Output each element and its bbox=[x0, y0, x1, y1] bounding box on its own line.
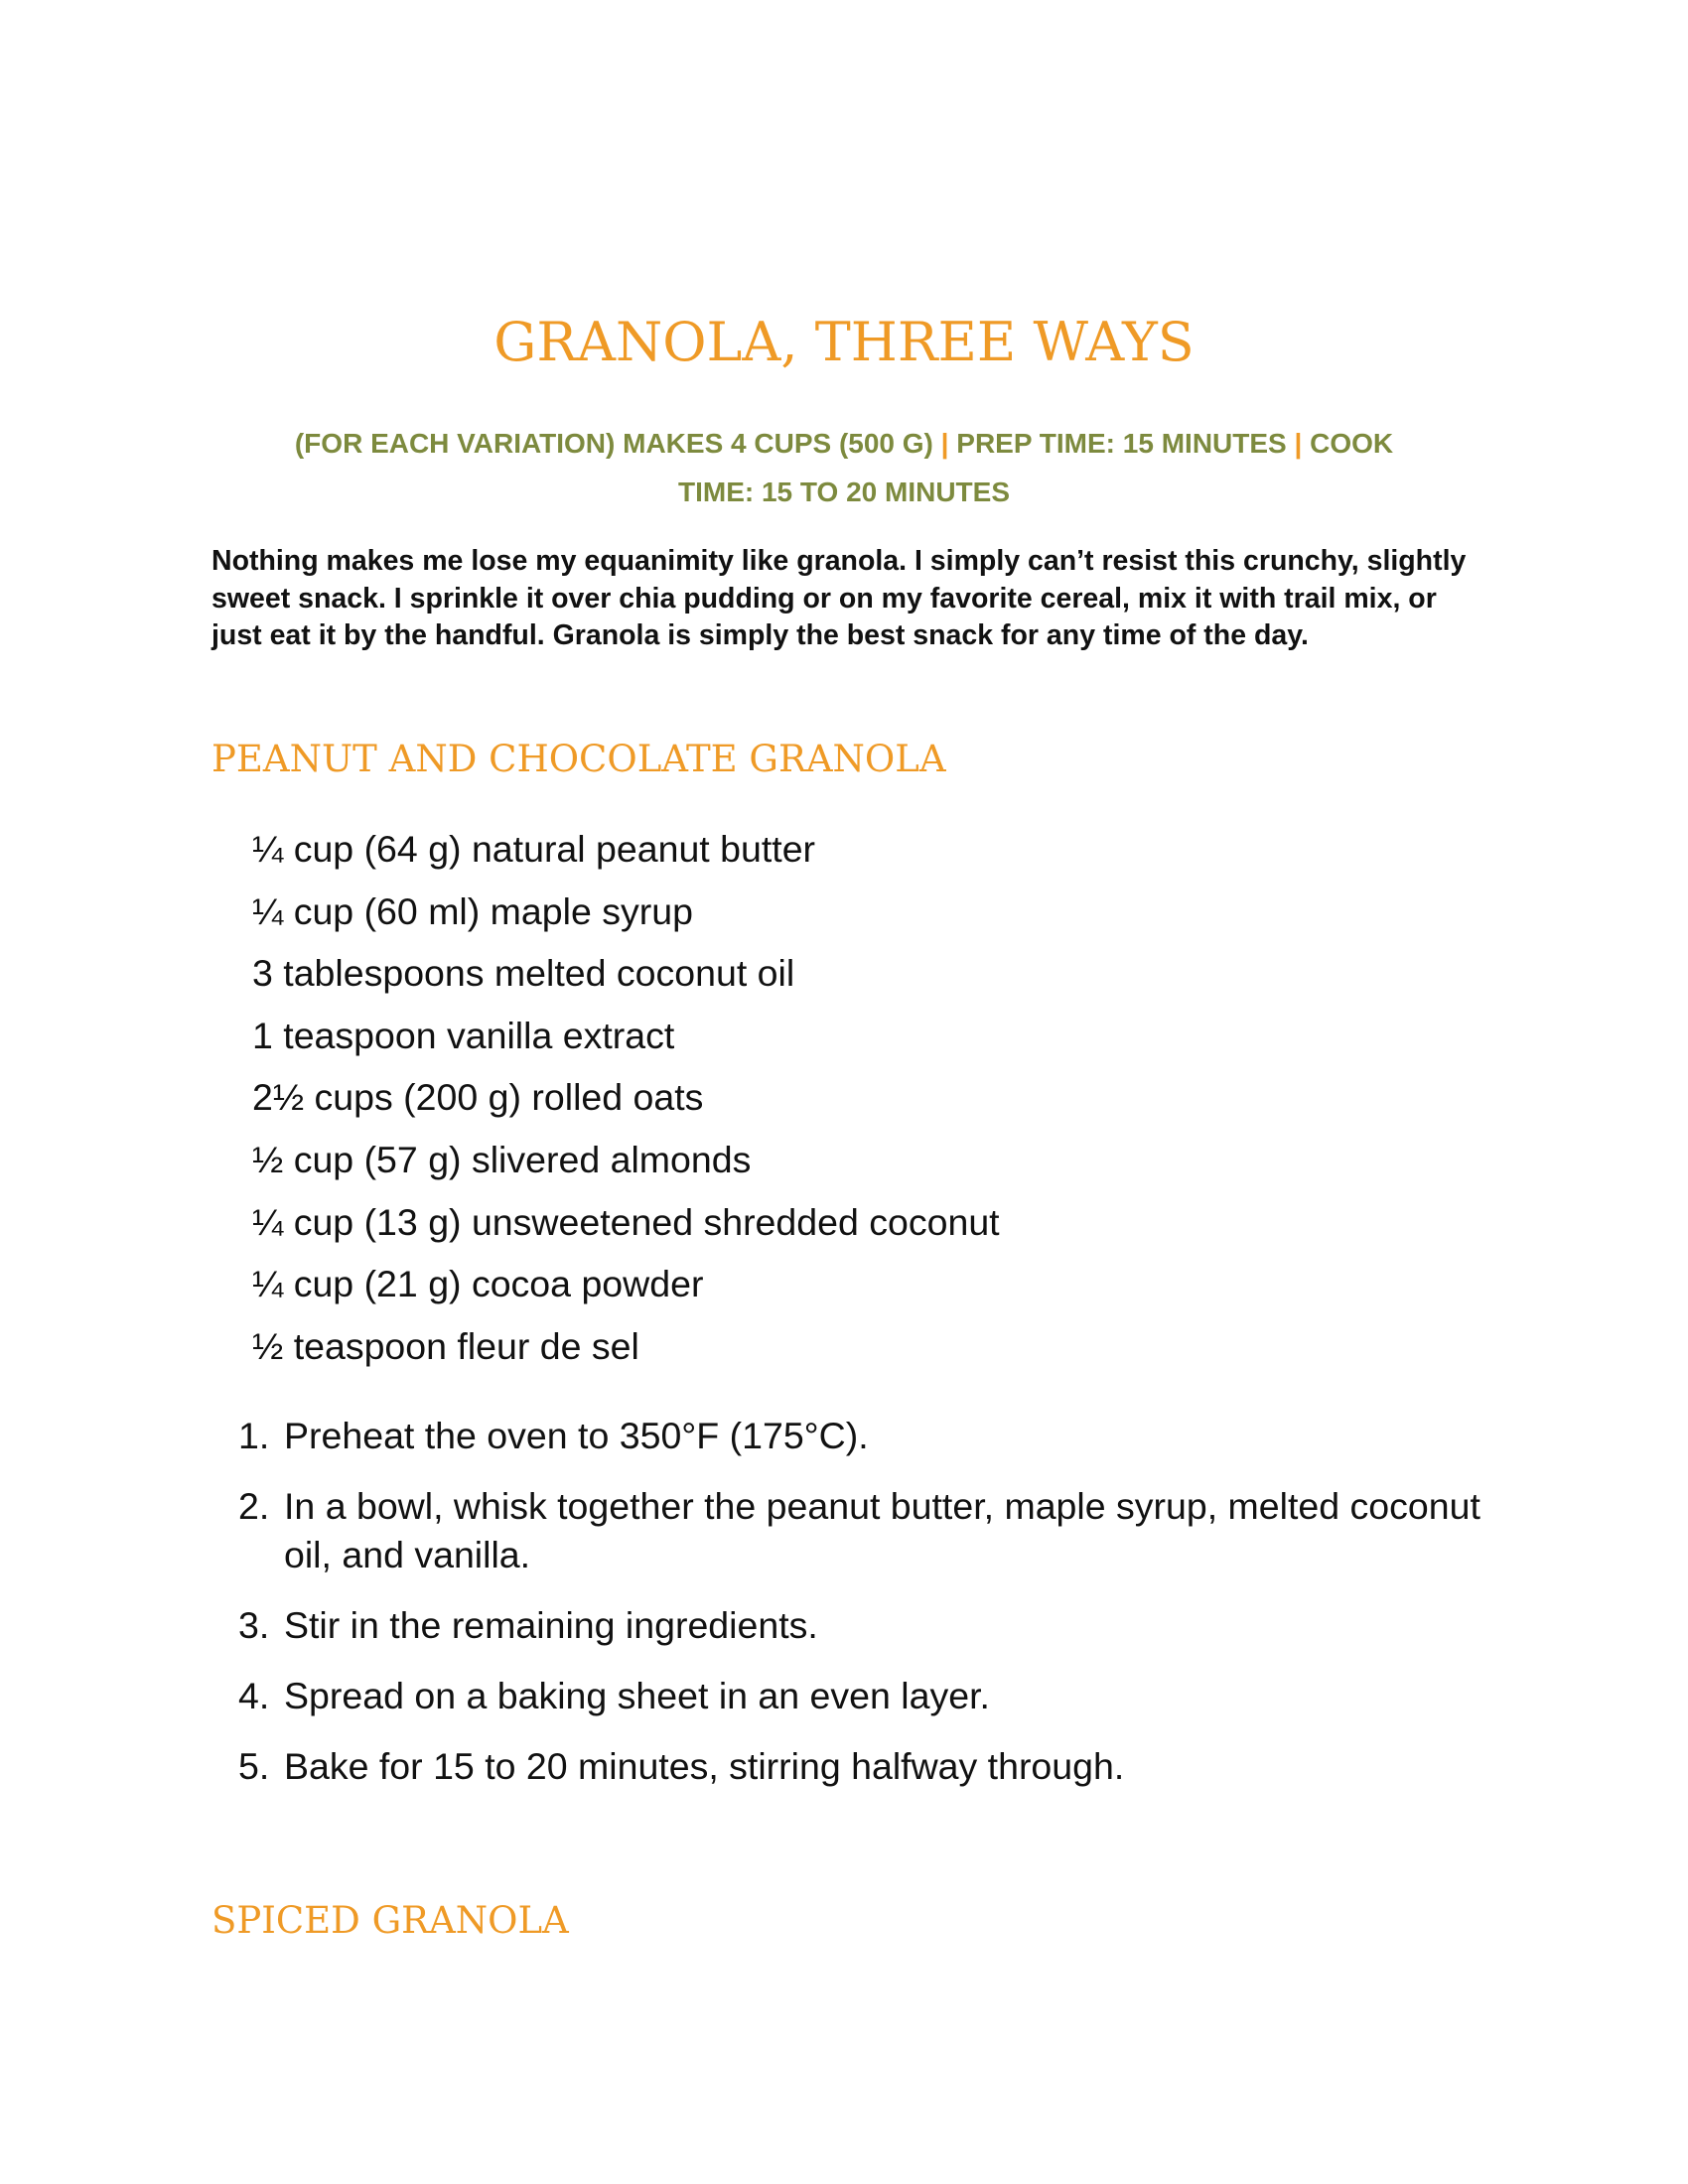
step-number: 2. bbox=[238, 1485, 270, 1527]
recipe-meta bbox=[213, 419, 1475, 516]
instruction-step bbox=[238, 1412, 1499, 1460]
ingredient-list bbox=[252, 824, 1000, 1383]
ingredient-item: 2½ cups (200 g) rolled oats bbox=[252, 1076, 704, 1119]
yield-text: (FOR EACH VARIATION) MAKES 4 CUPS (500 G) bbox=[294, 428, 933, 459]
cook-time-text: TIME: 15 TO 20 MINUTES bbox=[678, 477, 1010, 507]
ingredient-item: ¼ cup (21 g) cocoa powder bbox=[252, 1263, 704, 1305]
instruction-step bbox=[238, 1742, 1499, 1791]
instruction-step bbox=[238, 1672, 1499, 1720]
step-text: Preheat the oven to 350°F (175°C). bbox=[284, 1415, 869, 1456]
step-number: 5. bbox=[238, 1745, 270, 1787]
instruction-step bbox=[238, 1601, 1499, 1650]
meta-separator: | bbox=[1294, 428, 1303, 459]
step-text: In a bowl, whisk together the peanut butter, maple syrup, melted coconut oil, and vanilla. bbox=[284, 1485, 1480, 1575]
ingredient-item: 3 tablespoons melted coconut oil bbox=[252, 952, 795, 995]
page-title: GRANOLA, THREE WAYS bbox=[493, 311, 1195, 373]
ingredient-item: ¼ cup (60 ml) maple syrup bbox=[252, 889, 693, 932]
section-heading-spiced: SPICED GRANOLA bbox=[211, 1899, 569, 1942]
step-number: 4. bbox=[238, 1675, 270, 1716]
step-text: Stir in the remaining ingredients. bbox=[284, 1604, 818, 1646]
instruction-list bbox=[238, 1412, 1499, 1813]
cook-label-text: COOK bbox=[1310, 428, 1394, 459]
ingredient-item: ½ teaspoon fleur de sel bbox=[252, 1324, 639, 1367]
instruction-step bbox=[238, 1482, 1499, 1579]
prep-time-text: PREP TIME: 15 MINUTES bbox=[956, 428, 1287, 459]
step-text: Spread on a baking sheet in an even layer. bbox=[284, 1675, 990, 1716]
step-number: 1. bbox=[238, 1415, 270, 1456]
meta-separator: | bbox=[940, 428, 949, 459]
ingredient-item: ¼ cup (64 g) natural peanut butter bbox=[252, 828, 816, 870]
ingredient-item: 1 teaspoon vanilla extract bbox=[252, 1014, 675, 1056]
section-heading-peanut-chocolate: PEANUT AND CHOCOLATE GRANOLA bbox=[211, 738, 946, 780]
ingredient-item: ½ cup (57 g) slivered almonds bbox=[252, 1138, 752, 1180]
intro-paragraph: Nothing makes me lose my equanimity like granola. I simply can’t resist this crunchy, slightly sweet snack. I sprinkle it over chia pudding or on my favorite cereal, mix it with trail mix, or just eat it by the handful. Granola is simply the best snack for any time of the day. bbox=[211, 545, 1467, 651]
step-text: Bake for 15 to 20 minutes, stirring halfway through. bbox=[284, 1745, 1125, 1787]
ingredient-item: ¼ cup (13 g) unsweetened shredded coconut bbox=[252, 1200, 1000, 1243]
step-number: 3. bbox=[238, 1604, 270, 1646]
